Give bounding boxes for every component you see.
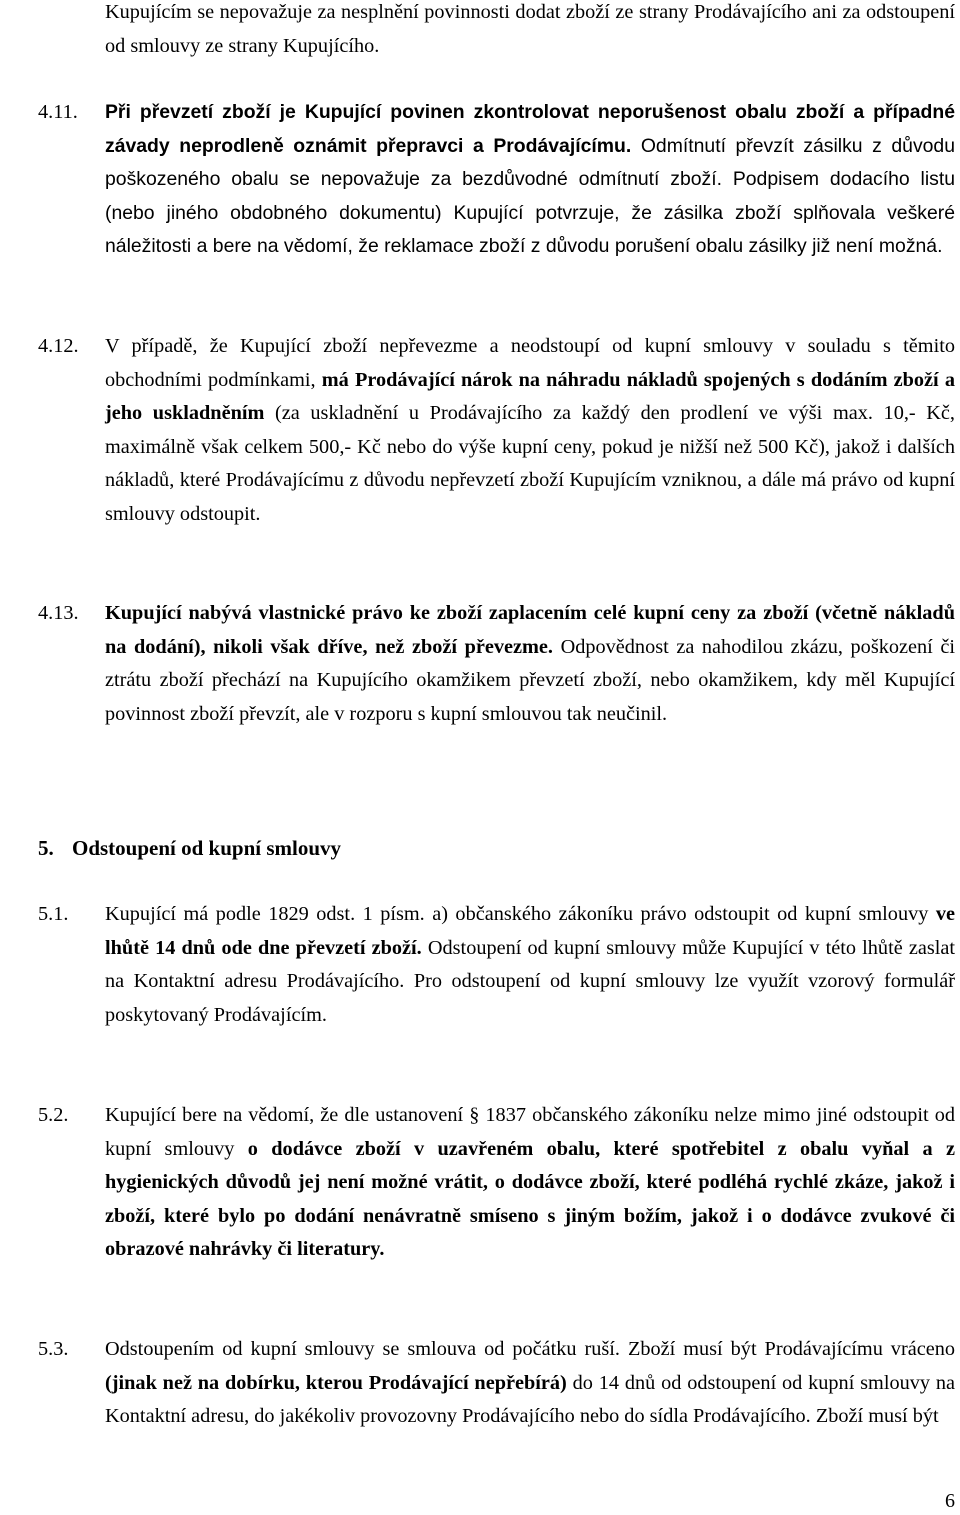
- paragraph-5-2: [38, 1099, 955, 1267]
- paragraph-text: Odstoupení od kupní smlouvy může Kupující v této lhůtě zaslat na Kontaktní adresu Prodávajícího. Pro odstoupení od kupní smlouvy lze využít vzorový formulář poskytovaný Prodávajícím.: [105, 936, 956, 1026]
- bold-text: (jinak než na dobírku, kterou Prodávající nepřebírá): [105, 1371, 567, 1394]
- paragraph-body: [105, 96, 955, 264]
- paragraph-number: 4.11.: [38, 101, 78, 123]
- paragraph-text: (za uskladnění u Prodávajícího za každý den prodlení ve výši max. 10,- Kč, maximálně však celkem 500,- Kč nebo do výše kupní ceny, pokud je nižší než 500 Kč), jakož i dalších nákladů, které Prodávajícímu z důvodu nepřevzetí zboží Kupujícím vzniknou, a dále má právo od kupní smlouvy odstoupit.: [105, 402, 956, 525]
- paragraph-body: [105, 1333, 955, 1434]
- paragraph-5-3: [38, 1333, 955, 1434]
- paragraph-4-13: [38, 597, 955, 731]
- paragraph-5-1: [38, 898, 955, 1032]
- paragraph-number: 5.2.: [38, 1104, 69, 1126]
- bold-text: má Prodávající nárok na náhradu nákladů spojených s dodáním zboží a jeho uskladněním: [105, 368, 955, 424]
- page-number: 6: [945, 1490, 955, 1512]
- paragraph-text: do 14 dnů od odstoupení od kupní smlouvy na Kontaktní adresu, do jakékoliv provozovny Prodávajícího nebo do sídla Prodávajícího. Zboží musí být: [105, 1371, 955, 1427]
- bold-text: Při převzetí zboží je Kupující povinen zkontrolovat neporušenost obalu zboží a případné závady neprodleně oznámit přepravci a Prodávajícímu.: [105, 101, 955, 157]
- section-number: 5.: [38, 836, 54, 860]
- paragraph-text: V případě, že Kupující zboží nepřevezme a neodstoupí od kupní smlouvy v souladu s těmito obchodními podmínkami,: [105, 335, 955, 391]
- section-heading: [38, 836, 341, 861]
- bold-text: ve lhůtě 14 dnů ode dne převzetí zboží.: [105, 903, 955, 959]
- bold-text: Kupující nabývá vlastnické právo ke zboží zaplacením celé kupní ceny za zboží (včetně nákladů na dodání), nikoli však dříve, než zboží převezme.: [105, 602, 955, 658]
- paragraph-text: Kupující má podle 1829 odst. 1 písm. a) občanského zákoníku právo odstoupit od kupní smlouvy: [105, 903, 936, 925]
- bold-text: o dodávce zboží v uzavřeném obalu, které spotřebitel z obalu vyňal a z hygienických důvodů jej není možné vrátit, o dodávce zboží, které podléhá rychlé zkáze, jakož i zboží, které bylo po dodání nenávratně smíseno s jiným božím, jakož i o dodávce zvukové či obrazové nahrávky či literatury.: [105, 1137, 955, 1260]
- paragraph-text: Odpovědnost za nahodilou zkázu, poškození či ztrátu zboží přechází na Kupujícího okamžikem převzetí zboží, nebo okamžikem, kdy měl Kupující povinnost zboží převzít, ale v rozporu s kupní smlouvou tak neučinil.: [105, 635, 955, 725]
- paragraph-body: [105, 1099, 955, 1267]
- paragraph-number: 4.13.: [38, 602, 79, 624]
- paragraph-body: [105, 0, 955, 63]
- paragraph-body: [105, 330, 955, 531]
- paragraph-4-11: [38, 96, 955, 264]
- paragraph-text: Kupujícím se nepovažuje za nesplnění povinnosti dodat zboží ze strany Prodávajícího ani za odstoupení od smlouvy ze strany Kupujícího.: [105, 1, 955, 57]
- paragraph-continuation: [38, 0, 955, 63]
- paragraph-body: [105, 597, 955, 731]
- paragraph-text: Odmítnutí převzít zásilku z důvodu poškozeného obalu se nepovažuje za bezdůvodné odmítnutí zboží. Podpisem dodacího listu (nebo jiného obdobného dokumentu) Kupující potvrzuje, že zásilka zboží splňovala veškeré náležitosti a bere na vědomí, že reklamace zboží z důvodu porušení obalu zásilky již není možná.: [105, 134, 955, 257]
- section-title: Odstoupení od kupní smlouvy: [72, 836, 342, 860]
- paragraph-4-12: [38, 330, 955, 531]
- paragraph-text: Odstoupením od kupní smlouvy se smlouva od počátku ruší. Zboží musí být Prodávajícímu vráceno: [105, 1338, 955, 1360]
- paragraph-number: 4.12.: [38, 335, 79, 357]
- paragraph-body: [105, 898, 955, 1032]
- paragraph-text: Kupující bere na vědomí, že dle ustanovení § 1837 občanského zákoníku nelze mimo jiné odstoupit od kupní smlouvy: [105, 1104, 955, 1160]
- paragraph-number: 5.1.: [38, 903, 69, 925]
- paragraph-number: 5.3.: [38, 1338, 69, 1360]
